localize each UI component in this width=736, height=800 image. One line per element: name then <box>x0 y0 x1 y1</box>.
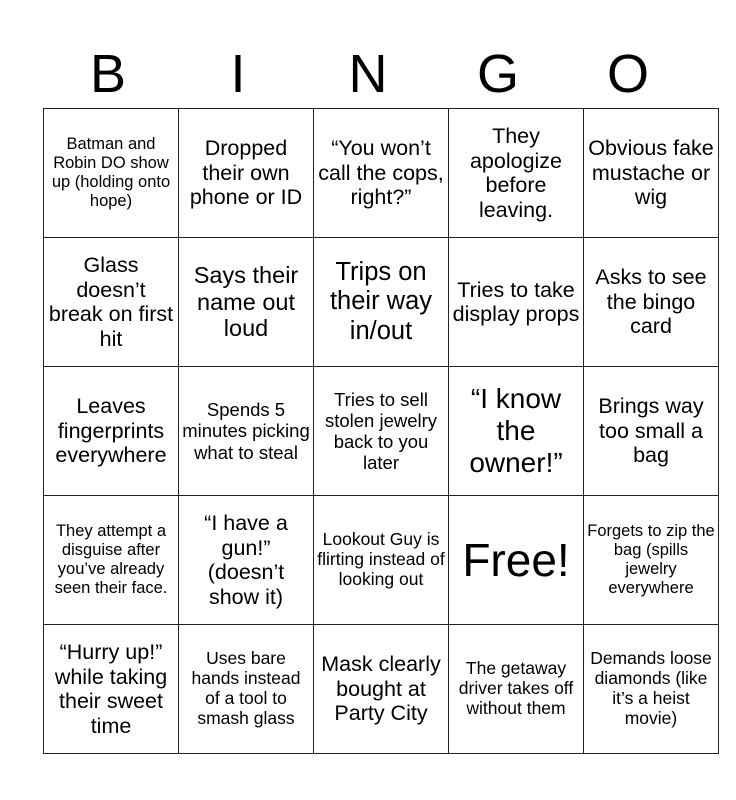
header-letter-g: G <box>476 44 519 104</box>
bingo-cell[interactable]: Tries to sell stolen jewelry back to you later <box>314 367 449 496</box>
bingo-cell[interactable]: The getaway driver takes off without them <box>449 625 584 754</box>
bingo-cell[interactable]: Lookout Guy is flirting instead of looking out <box>314 496 449 625</box>
bingo-cell[interactable]: Dropped their own phone or ID <box>179 109 314 238</box>
header-letter-n: N <box>348 44 388 104</box>
bingo-cell[interactable]: Leaves fingerprints everywhere <box>44 367 179 496</box>
bingo-cell[interactable]: Tries to take display props <box>449 238 584 367</box>
bingo-cell[interactable]: Trips on their way in/out <box>314 238 449 367</box>
bingo-row <box>44 238 719 367</box>
bingo-cell[interactable]: “I have a gun!” (doesn’t show it) <box>179 496 314 625</box>
bingo-cell[interactable]: Demands loose diamonds (like it’s a heist movie) <box>584 625 719 754</box>
bingo-row <box>44 496 719 625</box>
bingo-row <box>44 625 719 754</box>
header-letter-i: I <box>230 44 246 104</box>
bingo-cell[interactable]: Uses bare hands instead of a tool to smash glass <box>179 625 314 754</box>
bingo-cell[interactable]: Spends 5 minutes picking what to steal <box>179 367 314 496</box>
header-letter-o: O <box>606 44 649 104</box>
bingo-cell[interactable]: Mask clearly bought at Party City <box>314 625 449 754</box>
bingo-cell[interactable]: Says their name out loud <box>179 238 314 367</box>
bingo-card <box>43 108 719 754</box>
bingo-cell[interactable]: They attempt a disguise after you’ve already seen their face. <box>44 496 179 625</box>
bingo-cell[interactable]: “You won’t call the cops, right?” <box>314 109 449 238</box>
bingo-cell[interactable]: Obvious fake mustache or wig <box>584 109 719 238</box>
bingo-cell[interactable]: Batman and Robin DO show up (holding onto hope) <box>44 109 179 238</box>
bingo-cell[interactable]: Forgets to zip the bag (spills jewelry everywhere <box>584 496 719 625</box>
bingo-row <box>44 367 719 496</box>
header-letter-b: B <box>89 44 127 104</box>
bingo-cell[interactable]: “I know the owner!” <box>449 367 584 496</box>
bingo-cell[interactable]: They apologize before leaving. <box>449 109 584 238</box>
free-space[interactable]: Free! <box>449 496 584 625</box>
bingo-cell[interactable]: Asks to see the bingo card <box>584 238 719 367</box>
bingo-header <box>43 40 693 108</box>
bingo-cell[interactable]: Glass doesn’t break on first hit <box>44 238 179 367</box>
bingo-row <box>44 109 719 238</box>
bingo-cell[interactable]: “Hurry up!” while taking their sweet time <box>44 625 179 754</box>
bingo-cell[interactable]: Brings way too small a bag <box>584 367 719 496</box>
